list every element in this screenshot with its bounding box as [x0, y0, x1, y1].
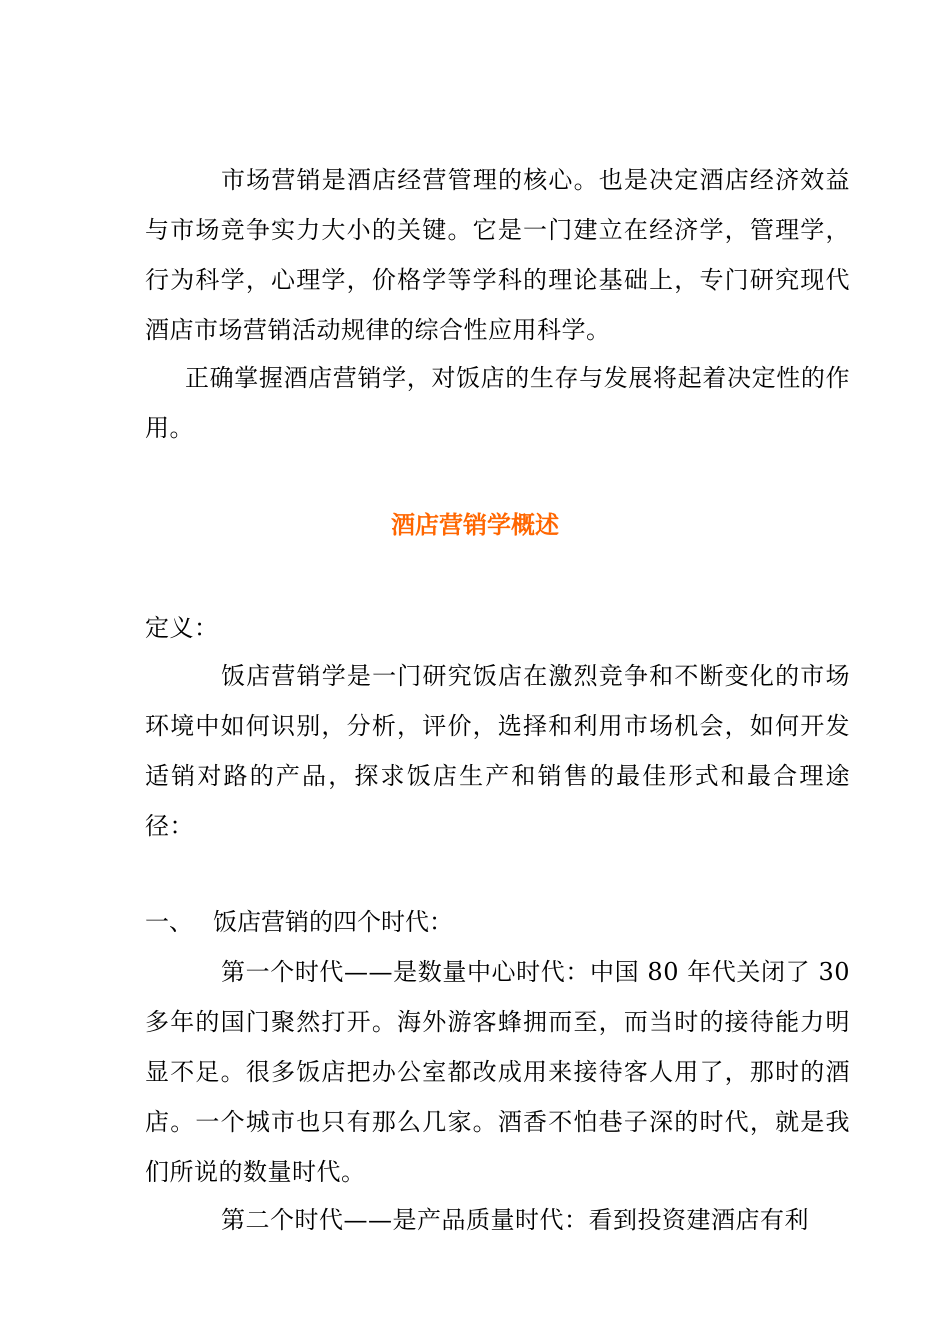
section-1-title-text: 饭店营销的四个时代：: [213, 908, 453, 936]
era-2-paragraph: 第二个时代——是产品质量时代：看到投资建酒店有利: [221, 1206, 809, 1234]
section-1-title: [145, 897, 453, 947]
section-heading: 酒店营销学概述: [391, 511, 559, 539]
intro-paragraph-1: 市场营销是酒店经营管理的核心。也是决定酒店经济效益与市场竞争实力大小的关键。它是一门建立在经济学，管理学，行为科学，心理学，价格学等学科的理论基础上，专门研究现代酒店市场营销活动规律的综合性应用科学。: [145, 166, 850, 344]
definition-paragraph: 饭店营销学是一门研究饭店在激烈竞争和不断变化的市场环境中如何识别，分析，评价，选择和利用市场机会，如何开发适销对路的产品，探求饭店生产和销售的最佳形式和最合理途径：: [145, 662, 850, 840]
intro-paragraph-2: 正确掌握酒店营销学，对饭店的生存与发展将起着决定性的作用。: [145, 364, 850, 442]
definition-label: 定义：: [145, 614, 219, 642]
era-1-paragraph: 第一个时代——是数量中心时代：中国 80 年代关闭了 30 多年的国门聚然打开。海外游客蜂拥而至，而当时的接待能力明显不足。很多饭店把办公室都改成用来接待客人用了，那时的酒店。一个城市也只有那么几家。酒香不怕巷子深的时代，就是我们所说的数量时代。: [145, 958, 850, 1186]
section-1-number: 一、: [145, 908, 193, 936]
